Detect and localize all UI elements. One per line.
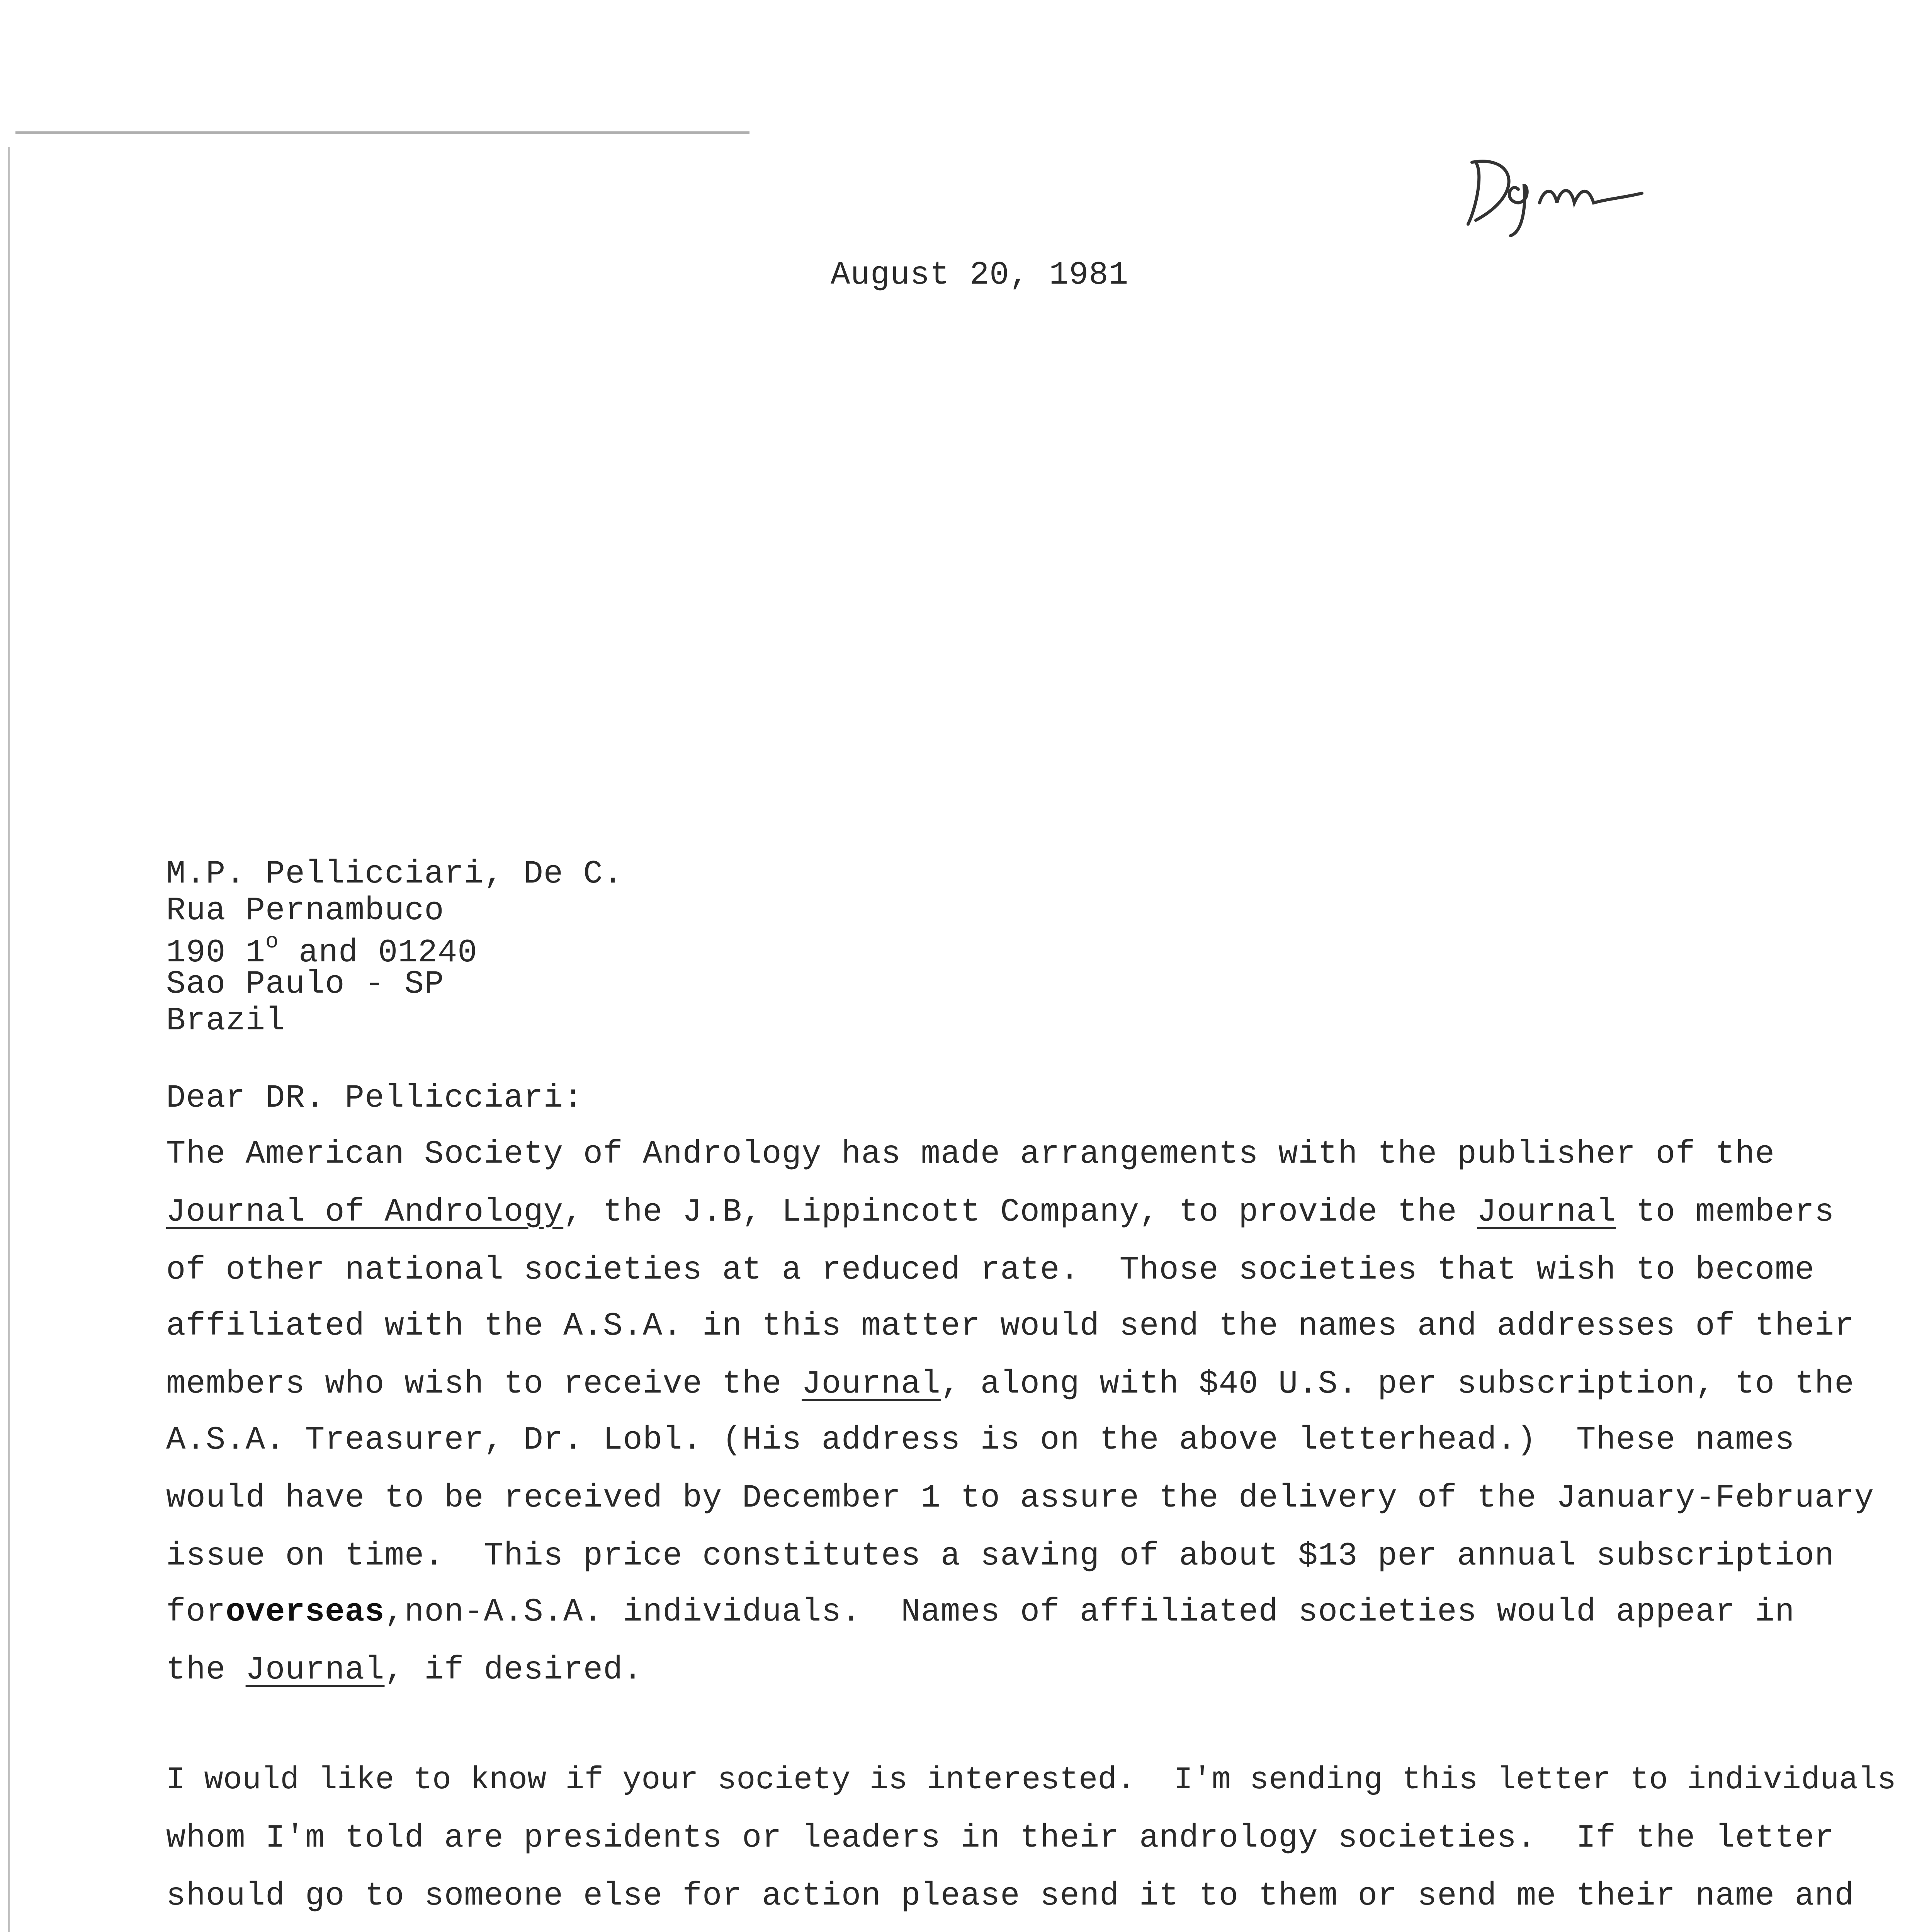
paragraph2-line2: whom I'm told are presidents or leaders in their andrology societies. If the letter xyxy=(166,1820,1835,1857)
paragraph1-line8: issue on time. This price constitutes a saving of about $13 per annual subscription xyxy=(166,1538,1835,1575)
struck-overseas-word: overseas xyxy=(226,1594,385,1631)
journal-title-reference: Journal of Andrology xyxy=(166,1194,564,1231)
recipient-number: 190 1 xyxy=(166,935,266,971)
paragraph1-line10-end: , if desired. xyxy=(384,1652,643,1689)
paragraph1-line2 xyxy=(166,1194,1834,1231)
paragraph1-line5 xyxy=(166,1366,1854,1403)
recipient-postcode: and 01240 xyxy=(279,935,478,971)
paragraph1-line9 xyxy=(166,1594,1795,1631)
paragraph1-line10 xyxy=(166,1652,643,1689)
letter-date: August 20, 1981 xyxy=(831,257,1129,294)
journal-reference: Journal xyxy=(1477,1194,1616,1231)
paragraph1-line4: affiliated with the A.S.A. in this matter would send the names and addresses of their xyxy=(166,1308,1854,1345)
journal-reference: Journal xyxy=(245,1652,385,1689)
paragraph1-line5-start: members who wish to receive the xyxy=(166,1366,802,1403)
recipient-street: Rua Pernambuco xyxy=(166,893,444,929)
journal-reference: Journal xyxy=(802,1366,941,1403)
recipient-ordinal: o xyxy=(265,929,279,954)
recipient-name: M.P. Pellicciari, De C. xyxy=(166,856,623,893)
top-edge-line xyxy=(15,131,749,134)
left-edge-line xyxy=(8,147,10,1932)
recipient-country: Brazil xyxy=(166,1003,286,1039)
recipient-number-postcode xyxy=(166,929,478,971)
paragraph1-line6: A.S.A. Treasurer, Dr. Lobl. (His address is on the above letterhead.) These names xyxy=(166,1422,1795,1459)
paragraph1-line1: The American Society of Andrology has made arrangements with the publisher of the xyxy=(166,1136,1775,1173)
paragraph1-line5-end: , along with $40 U.S. per subscription, to the xyxy=(940,1366,1854,1403)
paragraph2-line1: I would like to know if your society is interested. I'm sending this letter to individuals xyxy=(166,1762,1896,1798)
salutation: Dear DR. Pellicciari: xyxy=(166,1080,583,1117)
handwritten-note-dgm xyxy=(1460,139,1654,240)
paragraph1-line9-end: ,non-A.S.A. individuals. Names of affiliated societies would appear in xyxy=(384,1594,1795,1631)
paragraph1-line7: would have to be received by December 1 to assure the delivery of the January-February xyxy=(166,1480,1875,1517)
paragraph1-line2-end: to members xyxy=(1616,1194,1835,1231)
paragraph1-line3: of other national societies at a reduced rate. Those societies that wish to become xyxy=(166,1252,1815,1289)
recipient-city: Sao Paulo - SP xyxy=(166,966,444,1003)
paragraph1-line2-text: , the J.B, Lippincott Company, to provide the xyxy=(563,1194,1477,1231)
paragraph2-line3: should go to someone else for action please send it to them or send me their name and xyxy=(166,1878,1854,1915)
paragraph1-line9-start: for xyxy=(166,1594,226,1631)
paragraph1-line10-start: the xyxy=(166,1652,246,1689)
